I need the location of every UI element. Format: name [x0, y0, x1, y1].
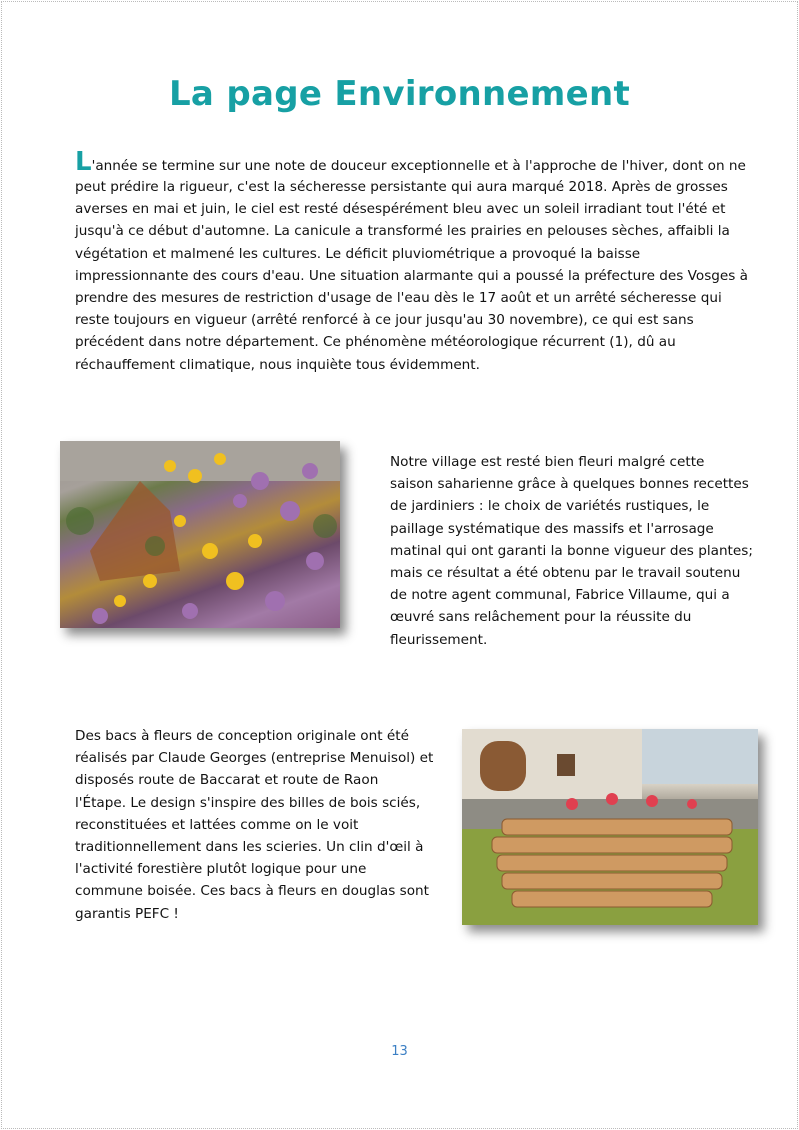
text-line: l'activité forestière plutôt logique pour une [75, 861, 367, 878]
text-line: de notre agent communal, Fabrice Villaume, qui a [390, 587, 730, 604]
text-line: végétation et malmené les cultures. Le déficit pluviométrique a provoqué la baisse [75, 245, 641, 262]
planter-illustration [462, 729, 758, 925]
text-line: mais ce résultat a été obtenu par le travail soutenu [390, 564, 741, 581]
text-line: de jardiniers : le choix de variétés rustiques, le [390, 498, 710, 515]
text-line: saison saharienne grâce à quelques bonnes recettes [390, 476, 749, 493]
text-line: reste toujours en vigueur (arrêté renforcé à ce jour jusqu'au 30 novembre), ce qui est sans [75, 312, 694, 329]
text-line: œuvré sans relâchement pour la réussite du [390, 609, 692, 626]
text-line: traditionnellement dans les scieries. Un clin d'œil à [75, 838, 424, 855]
text-line: averses en mai et juin, le ciel est resté désespérément bleu avec un soleil irradiant tout l'été et [75, 201, 726, 218]
text-line: garantis PEFC ! [75, 905, 179, 922]
text-line: peut prédire la rigueur, c'est la sécheresse persistante qui aura marqué 2018. Après de grosses [75, 179, 728, 195]
text-line: fleurissement. [390, 631, 488, 648]
text-line: précédent dans notre département. Ce phénomène météorologique récurrent (1), dû au [75, 334, 676, 351]
text-line: l'Étape. Le design s'inspire des billes de bois sciés, [75, 794, 421, 811]
text-line: Notre village est resté bien fleuri malgré cette [390, 454, 705, 470]
text-line: paillage systématique des massifs et l'arrosage [390, 520, 714, 537]
text-line: 'année se termine sur une note de douceur exceptionnelle et à l'approche de l'hiver, dont on ne [91, 158, 746, 174]
drop-cap: L [75, 147, 92, 177]
text-line: matinal qui ont garanti la bonne vigueur des plantes; [390, 542, 753, 559]
text-line: commune boisée. Ces bacs à fleurs en douglas sont [75, 883, 429, 900]
text-line: Des bacs à fleurs de conception originale ont été [75, 728, 409, 744]
wooden-planter-photo [462, 729, 758, 925]
text-line: prendre des mesures de restriction d'usage de l'eau dès le 17 août et un arrêté sécheresse qui [75, 289, 722, 306]
planters-paragraph [75, 725, 433, 925]
text-line: réchauffement climatique, nous inquiète tous évidemment. [75, 356, 480, 373]
text-line: reconstituées et lattées comme on le voit [75, 816, 359, 833]
text-line: réalisés par Claude Georges (entreprise Menuisol) et [75, 750, 434, 767]
page-title: La page Environnement [168, 74, 631, 114]
page-number: 13 [391, 1044, 408, 1059]
text-line: jusqu'à ce début d'automne. La canicule a transformé les prairies en pelouses sèches, affaibli la [75, 223, 730, 240]
flowerbed-photo [60, 441, 340, 628]
flowers-paragraph [390, 451, 753, 651]
intro-paragraph [75, 148, 748, 376]
text-line: impressionnante des cours d'eau. Une situation alarmante qui a poussé la préfecture des Vosges à [75, 267, 749, 284]
flowers-illustration [60, 441, 340, 628]
text-line: disposés route de Baccarat et route de Raon [75, 772, 379, 789]
